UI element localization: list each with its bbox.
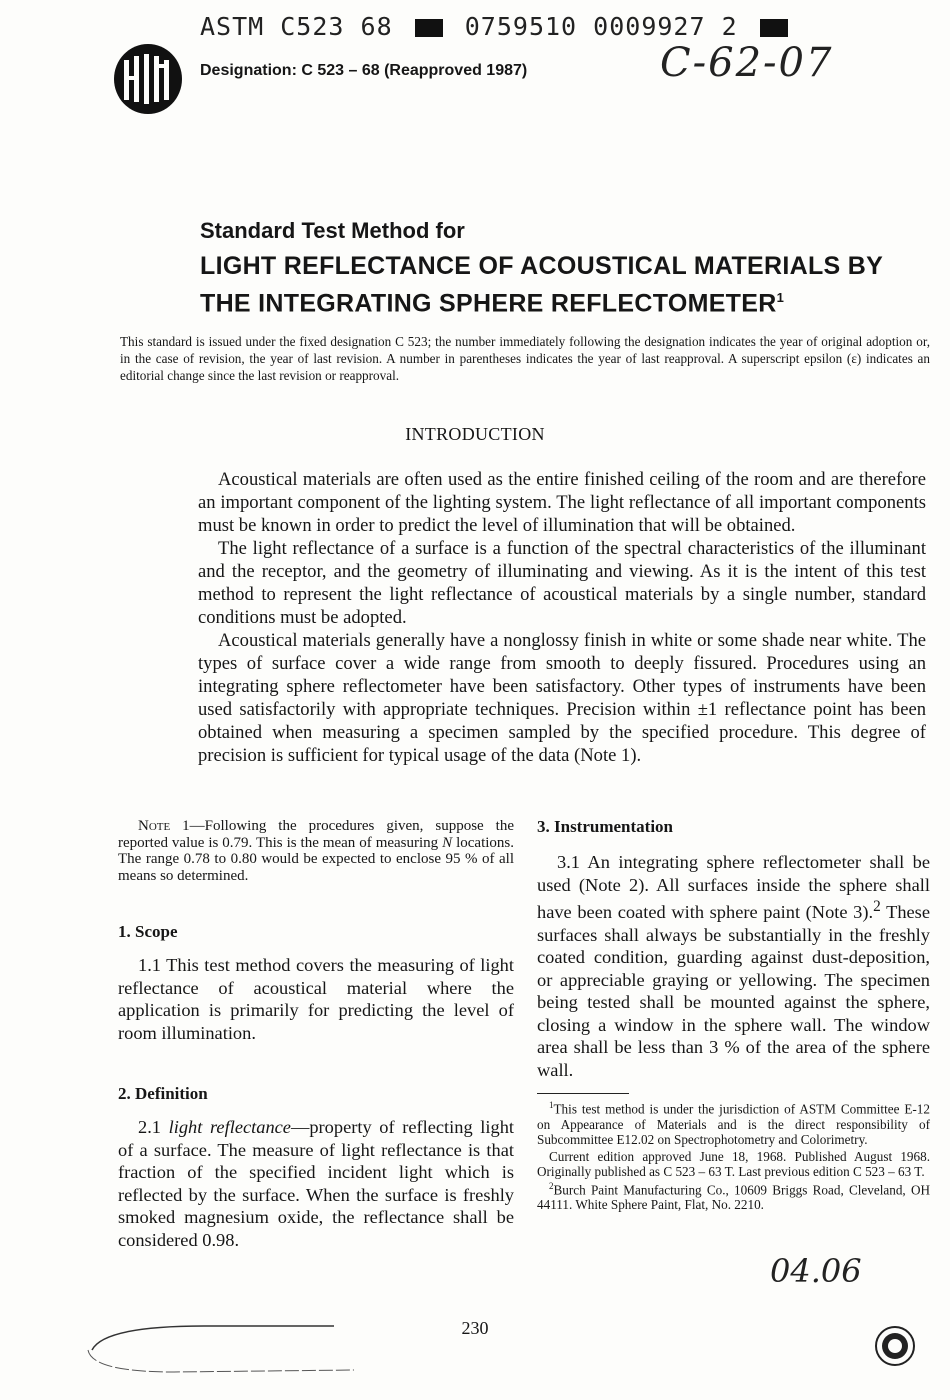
- note-variable: N: [442, 834, 453, 851]
- footnote-1: [537, 1098, 930, 1146]
- definition-text: [118, 1116, 514, 1251]
- title-standard-line: Standard Test Method for: [200, 218, 465, 243]
- redaction-block: [760, 19, 788, 37]
- footnote-1-text: This test method is under the jurisdiction of ASTM Committee E-12 on Appearance of Materials and is the direct responsibility of Subcommittee E12.02 on Spectrophotometry and Colorimetry.: [537, 1101, 930, 1147]
- footnote-divider: [537, 1093, 629, 1094]
- title-footnote-mark: 1: [776, 290, 785, 305]
- intro-paragraph: The light reflectance of a surface is a function of the spectral characteristics of the illuminant and the receptor, and the geometry of illuminating and viewing. As it is the intent of this test method to represent the light reflectance of acoustical materials by a single number, standard conditions must be adopted.: [198, 538, 926, 628]
- issue-note: This standard is issued under the fixed designation C 523; the number immediately following the designation indicates the year of original adoption or, in the case of revision, the year of last revision. A number in parentheses indicates the year of last reapproval. A superscript epsilon (ε) indicates an editorial change since the last revision or reapproval.: [120, 334, 930, 383]
- section-heading-scope: 1. Scope: [118, 922, 178, 941]
- handwritten-code: C-62-07: [660, 40, 834, 86]
- footnote-2-mark: 2: [549, 1180, 554, 1191]
- instrumentation-text: [537, 851, 930, 1081]
- definition-number: 2.1: [138, 1117, 161, 1137]
- footnote-2: [537, 1179, 930, 1212]
- title-line-2-text: THE INTEGRATING SPHERE REFLECTOMETER: [200, 289, 777, 318]
- intro-paragraph: Acoustical materials generally have a nonglossy finish in white or some shade near white. The types of surface cover a wide range from smooth to deeply fissured. Procedures using an integrating sphere reflectometer have been satisfactory. Other types of instruments have been used satisfactorily with appropriate techniques. Precision within ±1 reflectance point has been obtained when measuring a specimen sampled by the specified procedure. This degree of precision is sufficient for typical usage of the data (Note 1).: [198, 630, 926, 766]
- footnote-1-mark: 1: [549, 1100, 554, 1111]
- redaction-block: [415, 19, 443, 37]
- title-line-2: [200, 282, 920, 319]
- scope-text: 1.1 This test method covers the measuring of light reflectance of acoustical material where the application is primarily for predicting the level of room illumination.: [118, 955, 514, 1043]
- instrumentation-text-a: 3.1 An integrating sphere reflectometer shall be used (Note 2). All surfaces inside the sphere shall have been coated with sphere paint (Note 3).: [537, 852, 930, 923]
- scan-code-part1: ASTM C523 68: [200, 12, 393, 41]
- definition-term: light reflectance: [168, 1117, 291, 1137]
- scan-code-part2: 0759510 0009927 2: [464, 12, 738, 41]
- page-number: 230: [461, 1318, 489, 1338]
- footnote-mark: 2: [873, 898, 881, 915]
- note-label: Note 1: [138, 818, 190, 834]
- right-column: [537, 817, 930, 1212]
- left-column: [118, 818, 514, 1251]
- seal-icon: [874, 1325, 916, 1367]
- designation: Designation: C 523 – 68 (Reapproved 1987): [200, 62, 528, 79]
- footnote-1b: Current edition approved June 18, 1968. Published August 1968. Originally published as C 523 – 63 T. Last previous edition C 523 – 63 T.: [537, 1148, 930, 1179]
- section-heading-definition: 2. Definition: [118, 1084, 208, 1103]
- note-text-b: locations. The range 0.78 to 0.80 would be expected to enclose 95 % of all means so determined.: [118, 834, 514, 884]
- title-line-1: LIGHT REFLECTANCE OF ACOUSTICAL MATERIALS BY: [200, 252, 884, 280]
- note-text-a: —Following the procedures given, suppose the reported value is 0.79. This is the mean of measuring: [118, 818, 514, 851]
- footnote-2-text: Burch Paint Manufacturing Co., 10609 Briggs Road, Cleveland, OH 44111. White Sphere Paint, Flat, No. 2210.: [537, 1181, 930, 1212]
- handwritten-number: 04.06: [770, 1252, 862, 1290]
- introduction-heading: INTRODUCTION: [405, 424, 545, 444]
- definition-body: —property of reflecting light of a surface. The measure of light reflectance is that fraction of the specified incident light which is reflected by the surface. When the surface is freshly smoked magnesium oxide, the reflectance shall be considered 0.98.: [118, 1117, 514, 1250]
- page-title: [200, 250, 920, 319]
- astm-logo-icon: [112, 42, 184, 116]
- section-heading-instrumentation: 3. Instrumentation: [537, 817, 674, 836]
- intro-paragraph: Acoustical materials are often used as the entire finished ceiling of the room and are therefore an important component of the lighting system. The light reflectance of all important components must be known in order to predict the level of illumination that will be obtained.: [198, 469, 926, 536]
- note-1: [118, 818, 514, 884]
- scan-header-code: [200, 12, 794, 41]
- instrumentation-text-b: These surfaces shall always be substantially in the freshly coated condition, guarding against dust-deposition, or appreciable graying or yellowing. The specimen being tested shall be mounted against the sphere, closing a window in the sphere wall. The window area shall be less than 3 % of the area of the sphere wall.: [537, 902, 930, 1080]
- introduction-body: [198, 468, 926, 767]
